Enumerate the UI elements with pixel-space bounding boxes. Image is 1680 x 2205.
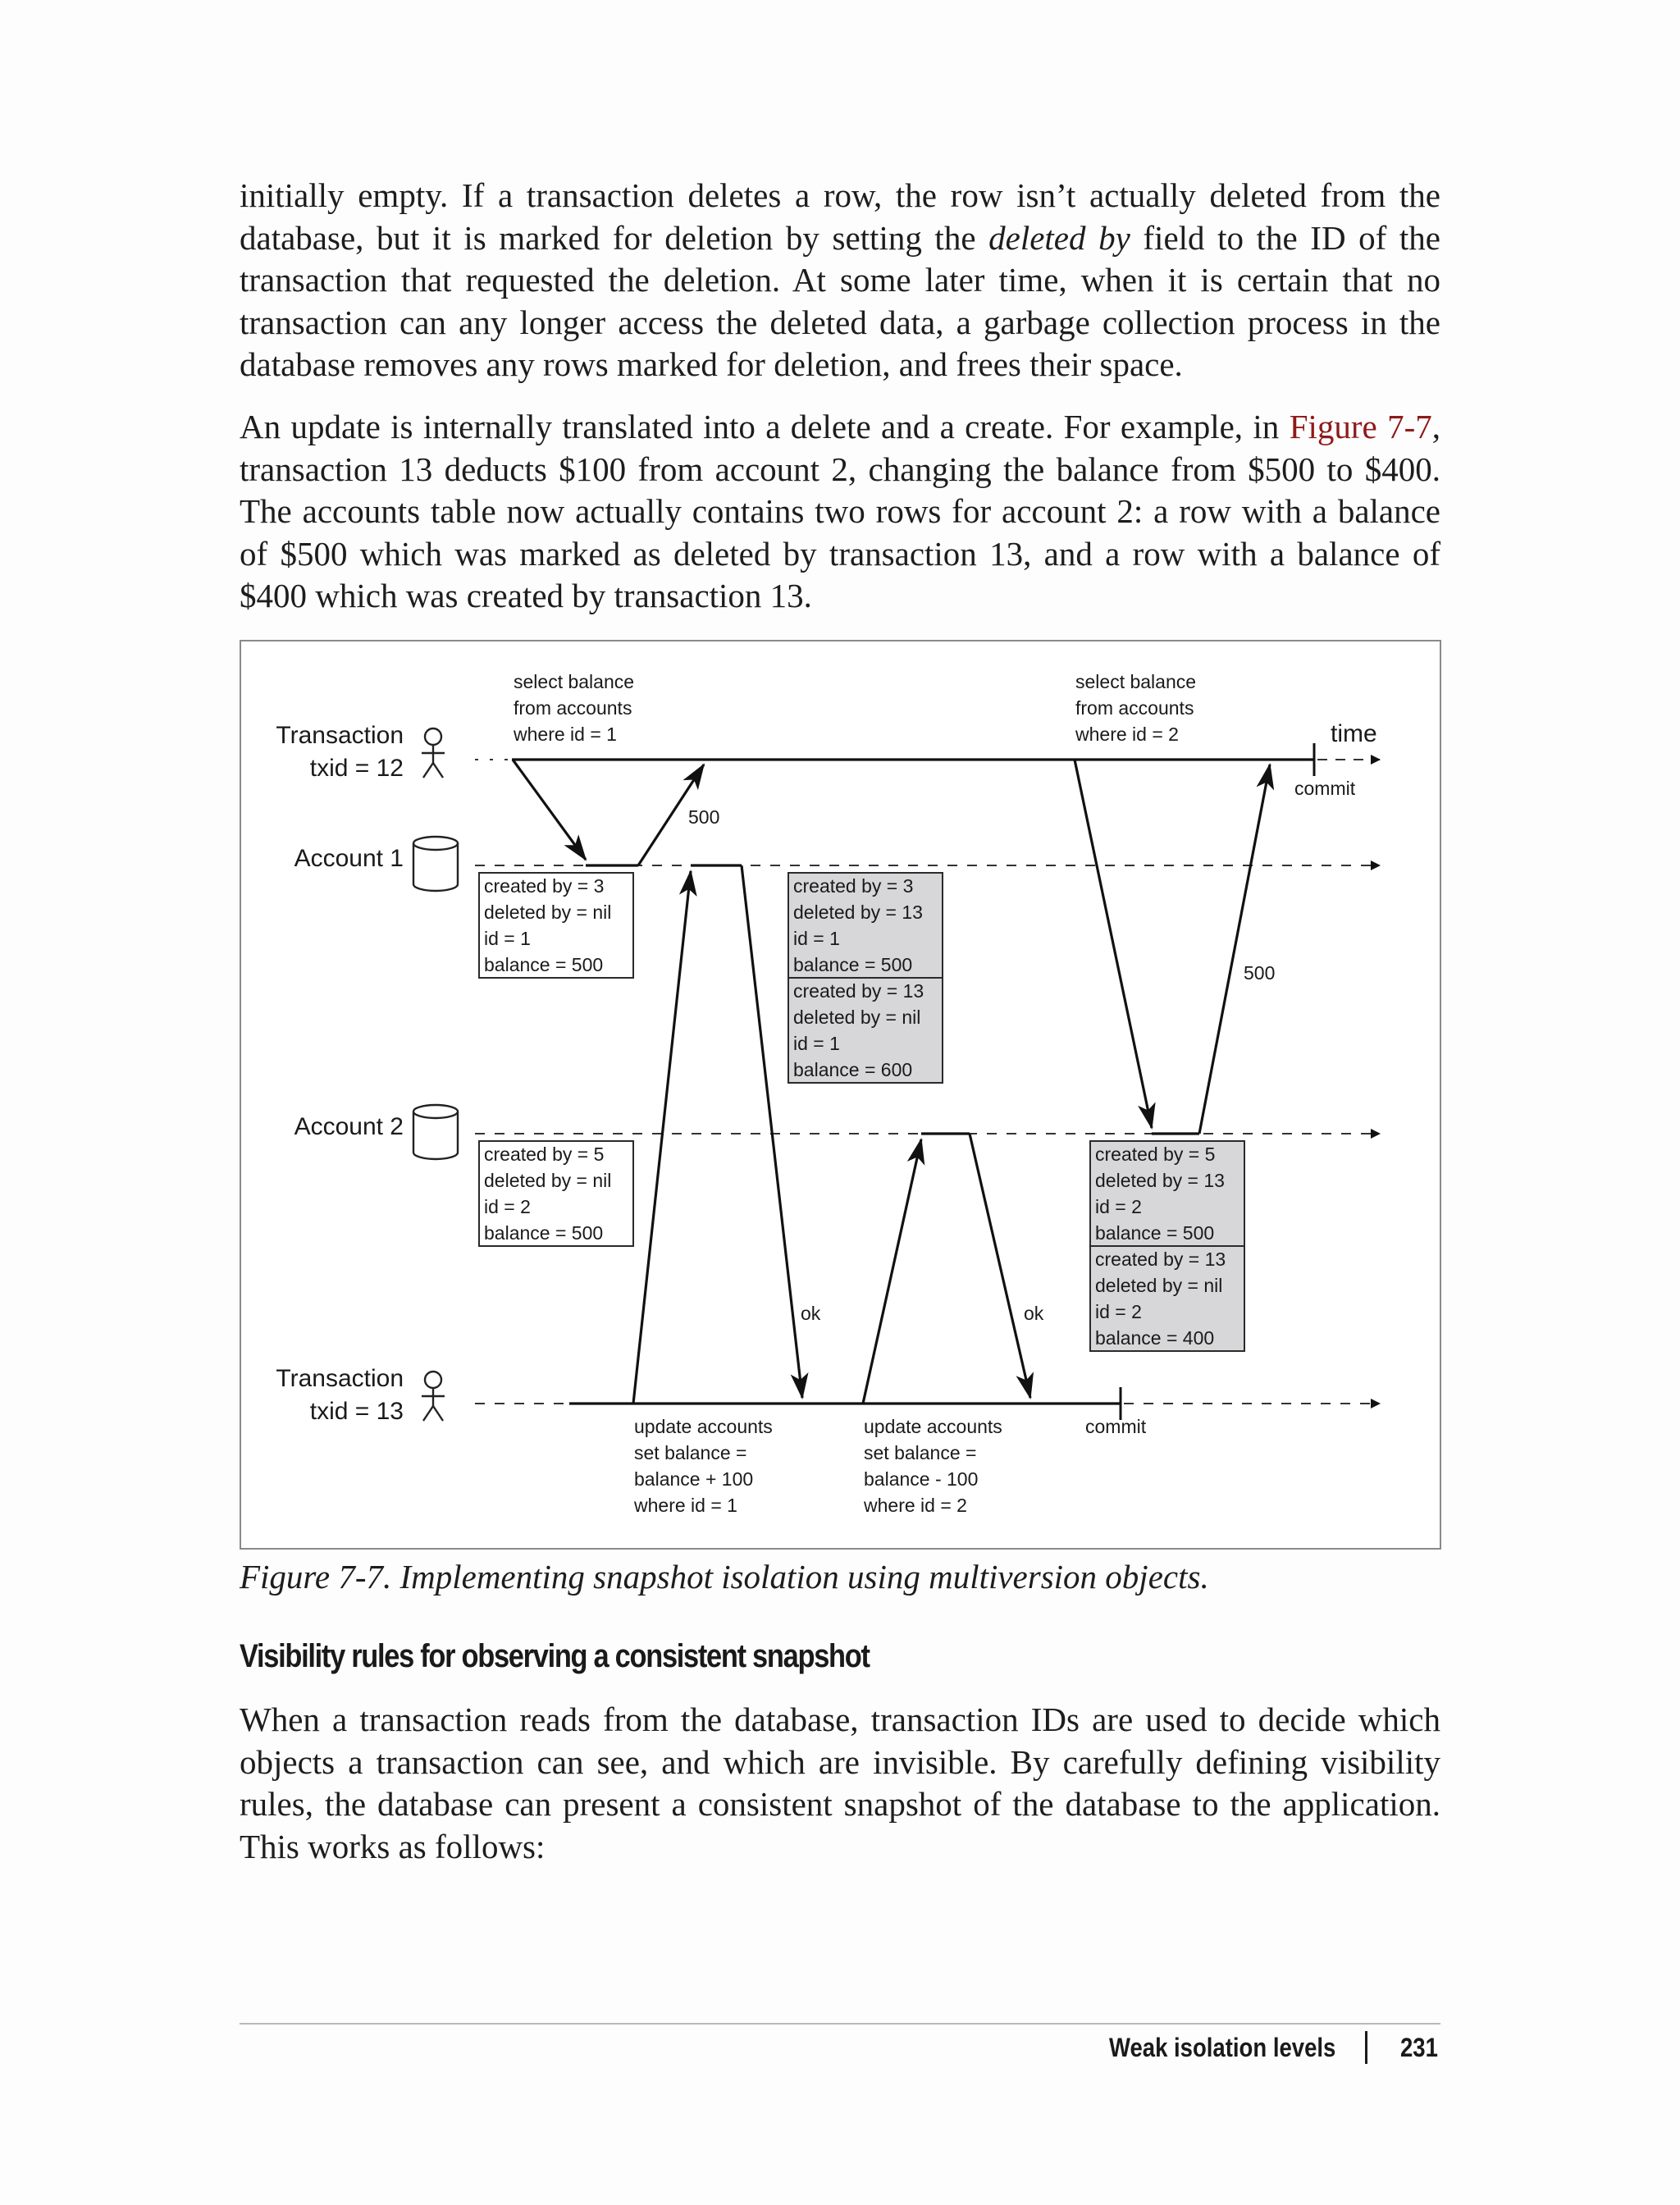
footer-separator bbox=[1365, 2031, 1367, 2064]
footer-divider bbox=[240, 2023, 1440, 2025]
row-field: balance = 500 bbox=[793, 954, 913, 975]
update1-request-arrow bbox=[633, 871, 691, 1404]
row-field: id = 1 bbox=[793, 1033, 840, 1054]
row-field: deleted by = nil bbox=[1095, 1275, 1223, 1296]
update2-request-arrow bbox=[863, 1139, 921, 1404]
read1-request-arrow bbox=[513, 760, 586, 860]
row-field: balance = 400 bbox=[1095, 1327, 1215, 1349]
read2-request-arrow bbox=[1075, 760, 1152, 1128]
page-number: 231 bbox=[1400, 2033, 1438, 2062]
row-field: deleted by = nil bbox=[484, 902, 612, 923]
row-field: id = 2 bbox=[484, 1196, 531, 1217]
row-field: id = 1 bbox=[793, 928, 840, 949]
time-axis-label: time bbox=[1331, 720, 1377, 747]
ok-label: ok bbox=[1024, 1303, 1044, 1324]
footer-section-title: Weak isolation levels bbox=[1108, 2033, 1335, 2062]
person-icon bbox=[422, 1372, 445, 1421]
update1-line: set balance = bbox=[634, 1442, 747, 1463]
row-field: balance = 500 bbox=[484, 1222, 604, 1244]
section-heading: Visibility rules for observing a consistent snapshot bbox=[240, 1638, 870, 1674]
tx12-label-line1: Transaction bbox=[276, 722, 404, 749]
row-field: created by = 3 bbox=[793, 875, 914, 897]
update2-response-arrow bbox=[970, 1134, 1030, 1398]
database-icon bbox=[413, 1105, 458, 1159]
return-value-label: 500 bbox=[1244, 962, 1276, 984]
paragraph-2 bbox=[240, 406, 1440, 618]
row-field: balance = 600 bbox=[793, 1059, 913, 1080]
update2-line: update accounts bbox=[864, 1416, 1002, 1437]
database-icon bbox=[413, 837, 458, 891]
update2-line: where id = 2 bbox=[864, 1495, 967, 1516]
tx13-label-line2: txid = 13 bbox=[309, 1398, 404, 1425]
figure-7-7 bbox=[240, 640, 1441, 1550]
figure-cross-reference-link[interactable]: Figure 7-7 bbox=[1289, 408, 1432, 445]
row-field: id = 1 bbox=[484, 928, 531, 949]
row-field: id = 2 bbox=[1095, 1196, 1142, 1217]
paragraph-1-text-a: initially empty. If a transaction deletes a row, the row isn’t actually deleted from the database, but it is marked for deletion by setting the bbox=[240, 176, 1440, 257]
row-field: created by = 3 bbox=[484, 875, 605, 897]
paragraph-1-emphasis: deleted by bbox=[988, 218, 1130, 257]
paragraph-3: When a transaction reads from the database, transaction IDs are used to decide which objects a transaction can see, and which are invisible. By carefully defining visibility rules, the database can present a consistent snapshot of the database to the application. This works as follows: bbox=[240, 1701, 1440, 1865]
tx13-commit-label: commit bbox=[1085, 1416, 1147, 1437]
update1-line: where id = 1 bbox=[634, 1495, 737, 1516]
snapshot-isolation-diagram bbox=[241, 641, 1443, 1551]
figure-caption: Figure 7-7. Implementing snapshot isolation using multiversion objects. bbox=[240, 1558, 1209, 1596]
paragraph-2-text-a: An update is internally translated into a delete and a create. For example, in bbox=[240, 408, 1290, 445]
ok-label: ok bbox=[801, 1303, 821, 1324]
update2-line: set balance = bbox=[864, 1442, 977, 1463]
read2-response-arrow bbox=[1199, 765, 1270, 1134]
query1-line: where id = 1 bbox=[514, 724, 617, 745]
paragraph-1-text-b: field to the ID of the transaction that requested the deletion. At some later time, when it is certain that no transaction can any longer access the deleted data, a garbage collection process in the database removes any rows marked for deletion, and frees their space. bbox=[240, 218, 1440, 383]
row-field: created by = 5 bbox=[484, 1144, 605, 1165]
row-field: created by = 13 bbox=[1095, 1249, 1226, 1270]
row-field: balance = 500 bbox=[1095, 1222, 1215, 1244]
query1-line: select balance bbox=[514, 671, 635, 692]
row-field: deleted by = 13 bbox=[1095, 1170, 1225, 1191]
update1-line: update accounts bbox=[634, 1416, 773, 1437]
update1-line: balance + 100 bbox=[634, 1468, 754, 1490]
row-field: deleted by = nil bbox=[484, 1170, 612, 1191]
row-field: created by = 5 bbox=[1095, 1144, 1216, 1165]
update2-line: balance - 100 bbox=[864, 1468, 979, 1490]
paragraph-2-text-b: , transaction 13 deducts $100 from account 2, changing the balance from $500 to $400. The accounts table now actually contains two rows for account 2: a row with a balance of $500 which was marked as deleted by transaction 13, and a row with a balance of $400 which was created by transaction 13. bbox=[240, 408, 1441, 614]
row-field: balance = 500 bbox=[484, 954, 604, 975]
tx12-commit-label: commit bbox=[1294, 778, 1356, 799]
row-field: deleted by = 13 bbox=[793, 902, 923, 923]
paragraph-1 bbox=[240, 175, 1440, 386]
account1-label: Account 1 bbox=[294, 845, 404, 872]
tx13-label-line1: Transaction bbox=[276, 1365, 404, 1392]
query2-line: from accounts bbox=[1075, 697, 1194, 719]
tx12-label-line2: txid = 12 bbox=[309, 755, 404, 782]
query1-line: from accounts bbox=[514, 697, 632, 719]
row-field: id = 2 bbox=[1095, 1301, 1142, 1322]
row-field: created by = 13 bbox=[793, 980, 924, 1002]
return-value-label: 500 bbox=[688, 806, 720, 828]
query2-line: select balance bbox=[1075, 671, 1197, 692]
row-field: deleted by = nil bbox=[793, 1007, 921, 1028]
account2-label: Account 2 bbox=[294, 1113, 404, 1140]
query2-line: where id = 2 bbox=[1075, 724, 1179, 745]
person-icon bbox=[422, 728, 445, 778]
